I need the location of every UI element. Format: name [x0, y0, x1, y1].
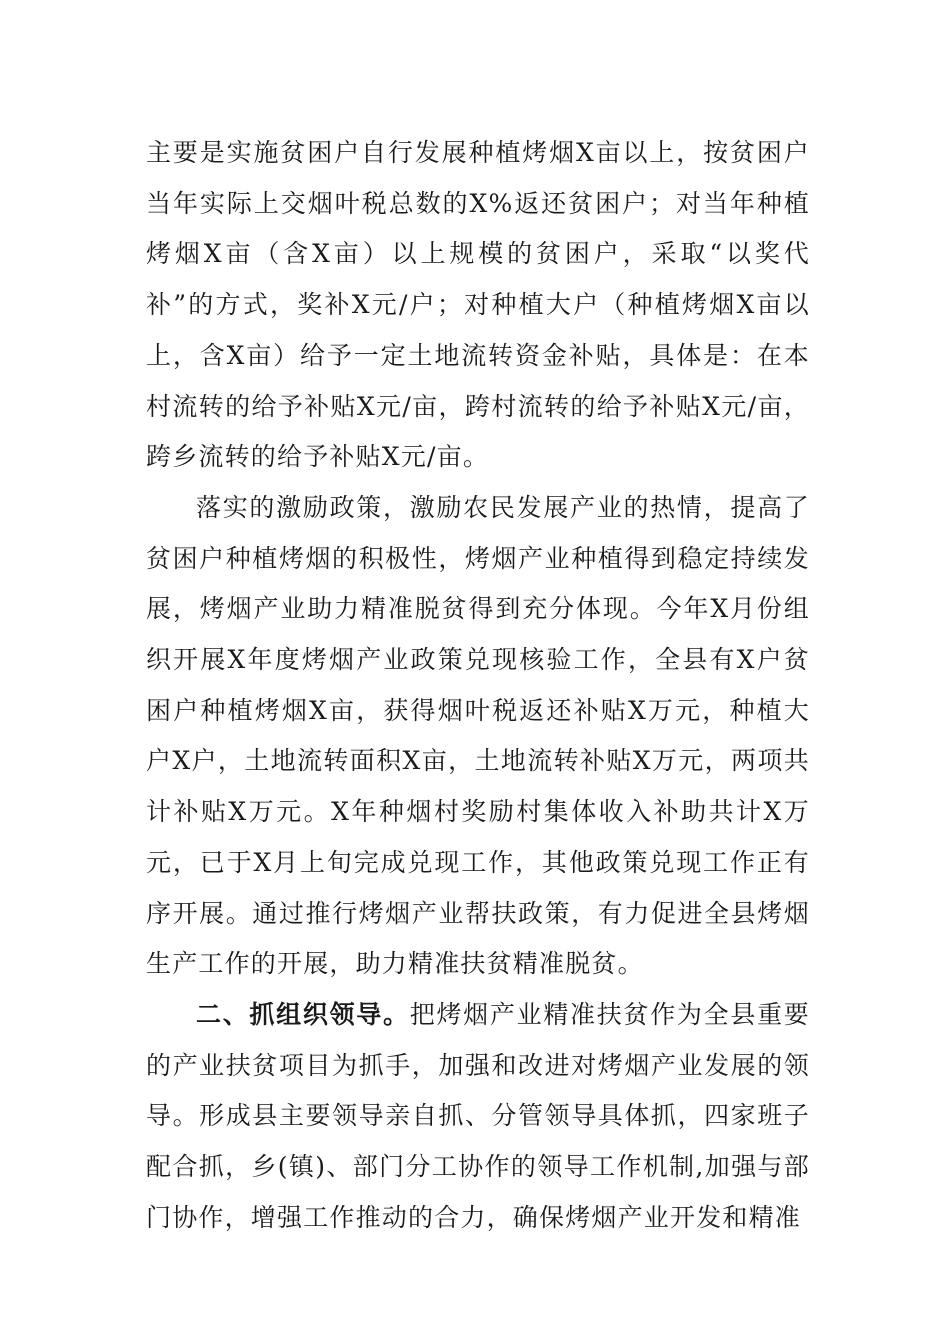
section-heading: 二、抓组织领导。	[196, 999, 410, 1029]
paragraph-incentive-results: 落实的激励政策，激励农民发展产业的热情，提高了贫困户种植烤烟的积极性，烤烟产业种植得到稳定持续发展，烤烟产业助力精准脱贫得到充分体现。今年X月份组织开展X年度烤烟产业政策兑现核验工作，全县有X户贫困户种植烤烟X亩，获得烟叶税返还补贴X万元，种植大户X户，土地流转面积X亩，土地流转补贴X万元，两项共计补贴X万元。X年种烟村奖励村集体收入补助共计X万元，已于X月上旬完成兑现工作，其他政策兑现工作正有序开展。通过推行烤烟产业帮扶政策，有力促进全县烤烟生产工作的开展，助力精准扶贫精准脱贫。	[146, 492, 810, 979]
document-body	[146, 128, 810, 1243]
paragraph-subsidy-policy: 主要是实施贫困户自行发展种植烤烟X亩以上，按贫困户当年实际上交烟叶税总数的X%返还贫困户；对当年种植烤烟X亩（含X亩）以上规模的贫困户，采取“以奖代补”的方式，奖补X元/户；对种植大户（种植烤烟X亩以上，含X亩）给予一定土地流转资金补贴，具体是：在本村流转的给予补贴X元/亩，跨村流转的给予补贴X元/亩，跨乡流转的给予补贴X元/亩。	[146, 138, 810, 472]
paragraph-organization-leadership	[146, 990, 810, 1244]
paragraph-text: 把烤烟产业精准扶贫作为全县重要的产业扶贫项目为抓手，加强和改进对烤烟产业发展的领导。形成县主要领导亲自抓、分管领导具体抓，四家班子配合抓，乡(镇)、部门分工协作的领导工作机制,加强与部门协作，增强工作推动的合力，确保烤烟产业开发和精准	[146, 999, 810, 1232]
